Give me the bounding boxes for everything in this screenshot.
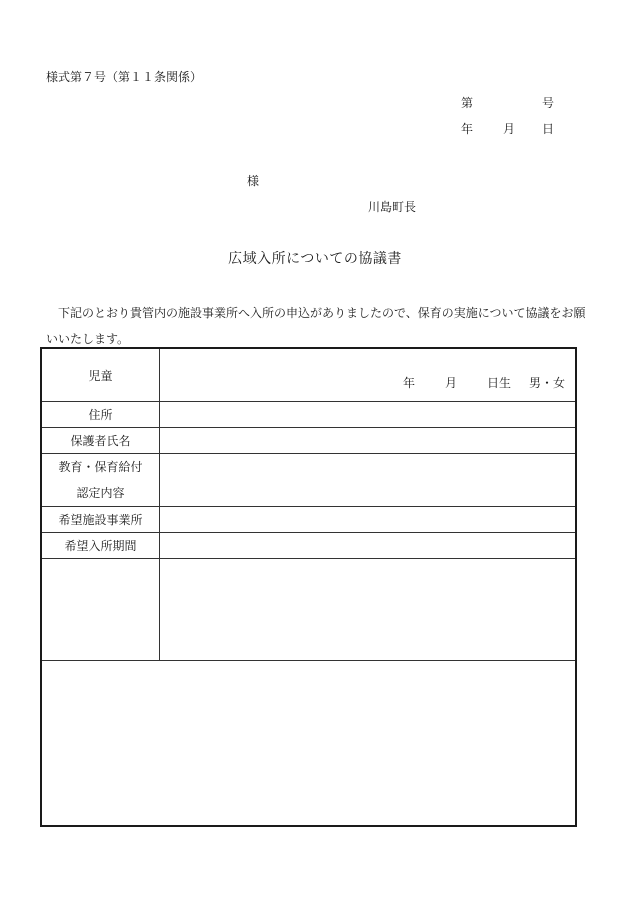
doc-no-suffix: 号 xyxy=(542,96,555,110)
document-title: 広域入所についての協議書 xyxy=(228,251,402,267)
period-label: 希望入所期間 xyxy=(41,533,160,559)
application-table xyxy=(40,347,577,827)
certification-label-line2: 認定内容 xyxy=(76,486,125,500)
notes-cell[interactable] xyxy=(41,661,576,827)
form-number: 様式第７号（第１１条関係） xyxy=(46,70,203,84)
blank-value-cell[interactable] xyxy=(160,559,577,661)
birth-month-label: 月 xyxy=(444,376,457,390)
table-row-address xyxy=(41,402,576,428)
guardian-label: 保護者氏名 xyxy=(41,428,160,454)
child-value-cell[interactable] xyxy=(160,348,577,402)
date-month: 月 xyxy=(503,122,516,136)
table-row-child xyxy=(41,348,576,402)
guardian-value-cell[interactable] xyxy=(160,428,577,454)
period-value-cell[interactable] xyxy=(160,533,577,559)
table-row-period xyxy=(41,533,576,559)
date-year: 年 xyxy=(461,122,474,136)
birth-year-label: 年 xyxy=(402,376,415,390)
document-date xyxy=(461,120,555,137)
table-row-notes xyxy=(41,661,576,827)
child-label: 児童 xyxy=(41,348,160,402)
gender-label: 男・女 xyxy=(528,376,565,390)
table-row-facility xyxy=(41,507,576,533)
address-label: 住所 xyxy=(41,402,160,428)
document-number xyxy=(461,94,555,111)
address-value-cell[interactable] xyxy=(160,402,577,428)
facility-value-cell[interactable] xyxy=(160,507,577,533)
birth-date-gender xyxy=(403,374,565,391)
table-row-blank xyxy=(41,559,576,661)
table-row-guardian xyxy=(41,428,576,454)
doc-no-prefix: 第 xyxy=(461,96,474,110)
certification-label xyxy=(41,454,160,507)
blank-label-cell[interactable] xyxy=(41,559,160,661)
body-text: 下記のとおり貴管内の施設事業所へ入所の申込がありましたので、保育の実施について協議をお願いいたします。 xyxy=(46,306,586,346)
facility-label: 希望施設事業所 xyxy=(41,507,160,533)
date-day: 日 xyxy=(542,122,555,136)
birth-day-label: 日生 xyxy=(486,376,511,390)
certification-value-cell[interactable] xyxy=(160,454,577,507)
certification-label-line1: 教育・保育給付 xyxy=(58,460,143,474)
sender: 川島町長 xyxy=(368,200,417,214)
table-row-certification xyxy=(41,454,576,507)
addressee: 様 xyxy=(247,174,260,188)
